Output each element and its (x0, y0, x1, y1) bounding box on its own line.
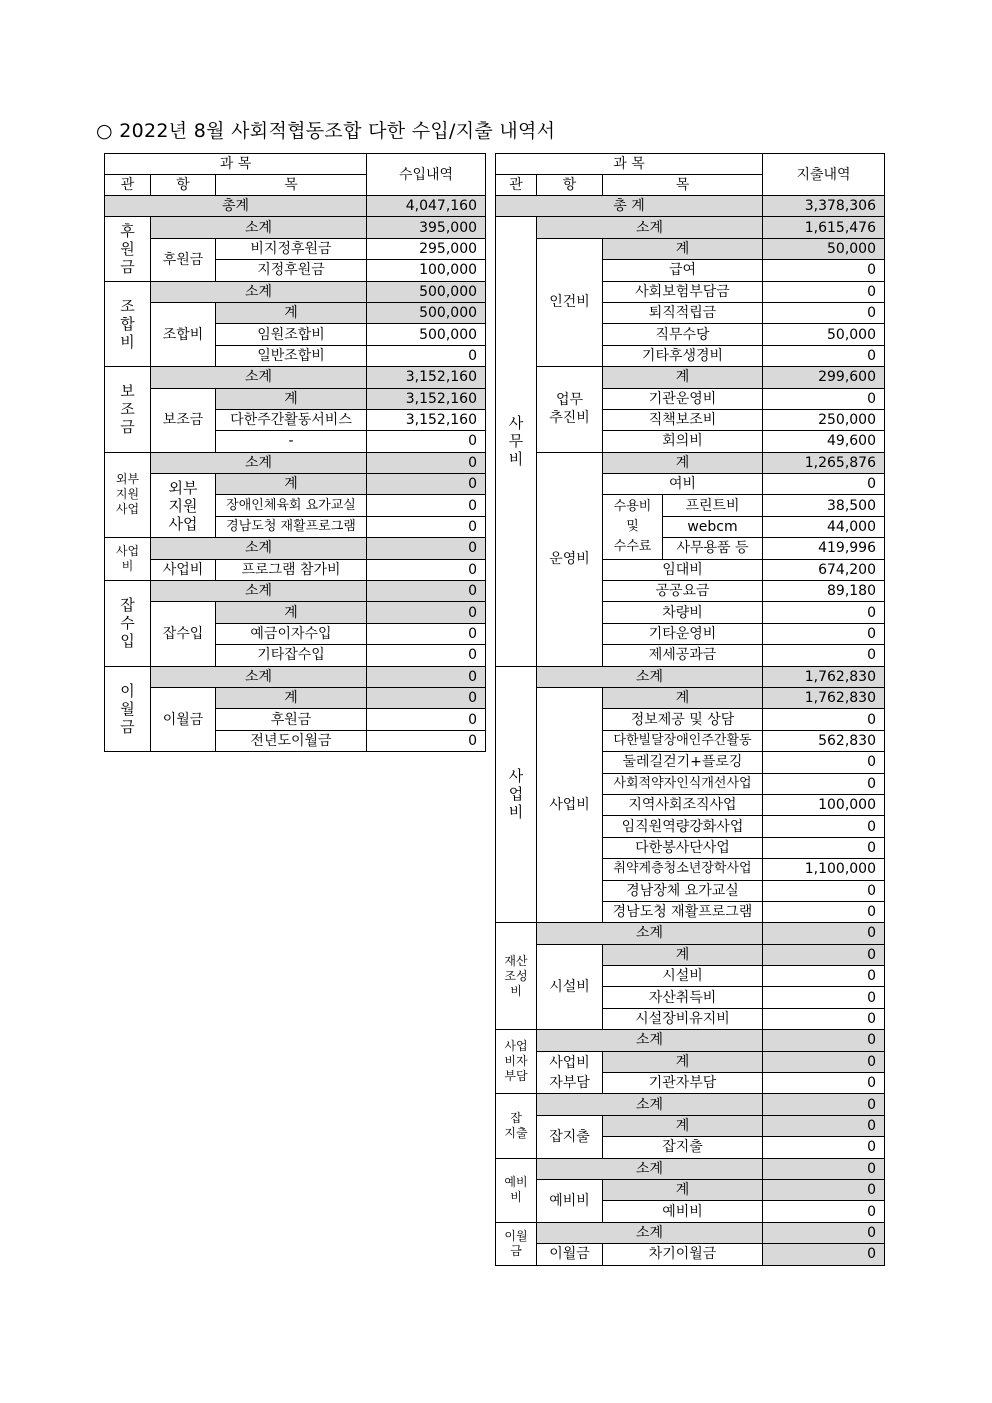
subtotal-value: 0 (763, 1094, 885, 1115)
expense-table (495, 153, 885, 1266)
income-header-amount: 수입내역 (367, 154, 486, 196)
row-label: 사무용품 등 (663, 538, 763, 559)
row-label: 직책보조비 (603, 409, 763, 430)
expense-hang-facility: 시설비 (537, 944, 603, 1030)
income-gwan-business-text: 사업 비 (115, 544, 140, 574)
row-label: 지정후원금 (216, 260, 367, 281)
income-header-mok: 목 (216, 175, 367, 196)
income-gwan-misc (105, 581, 151, 667)
subtotal-label: 소계 (151, 666, 367, 687)
subtotal-value: 0 (367, 538, 486, 559)
row-value: 0 (763, 1008, 885, 1029)
income-hang-misc: 잡수입 (151, 602, 216, 666)
subtotal-value: 0 (367, 581, 486, 602)
row-value: 0 (367, 559, 486, 580)
income-table (104, 153, 486, 752)
subtotal-value: 0 (367, 452, 486, 473)
row-value: 100,000 (763, 794, 885, 815)
row-label: 계 (216, 474, 367, 495)
expense-hang-business: 사업비 (537, 687, 603, 922)
income-hang-carryover: 이월금 (151, 687, 216, 751)
row-value: 0 (367, 645, 486, 666)
row-label: 기관운영비 (603, 388, 763, 409)
income-gwan-membership-text: 조 합 비 (120, 296, 135, 351)
expense-supplies-group (603, 495, 663, 559)
row-label: 계 (603, 1179, 763, 1200)
row-value: 100,000 (367, 260, 486, 281)
row-label: 기타운영비 (603, 623, 763, 644)
row-label: 기타잡수입 (216, 645, 367, 666)
row-value: 0 (763, 816, 885, 837)
row-label: 정보제공 및 상담 (603, 709, 763, 730)
row-label: 공공요금 (603, 581, 763, 602)
subtotal-value: 3,152,160 (367, 367, 486, 388)
row-label: 자산취득비 (603, 987, 763, 1008)
row-value: 38,500 (763, 495, 885, 516)
row-label: 경남도청 재활프로그램 (603, 901, 763, 922)
row-value: 0 (763, 987, 885, 1008)
subtotal-label: 소계 (537, 1222, 763, 1243)
subtotal-label: 소계 (537, 1158, 763, 1179)
row-label: 기타후생경비 (603, 345, 763, 366)
row-value: 0 (763, 474, 885, 495)
row-value: 0 (367, 602, 486, 623)
row-value: 0 (367, 474, 486, 495)
row-value: 0 (763, 880, 885, 901)
row-label: 다한빌달장애인주간활동 (603, 730, 763, 751)
expense-header-subject: 과 목 (496, 154, 763, 175)
income-total-label: 총계 (105, 196, 367, 217)
expense-total-label: 총 계 (496, 196, 763, 217)
row-label: 직무수당 (603, 324, 763, 345)
row-value: 500,000 (367, 302, 486, 323)
row-label: 계 (603, 367, 763, 388)
row-value: 0 (763, 966, 885, 987)
page-title: ○ 2022년 8월 사회적협동조합 다한 수입/지출 내역서 (96, 120, 556, 142)
row-value: 0 (367, 623, 486, 644)
row-value: 0 (367, 345, 486, 366)
expense-hang-selfpay-text: 사업비 자부담 (549, 1054, 590, 1091)
row-value: 0 (763, 1137, 885, 1158)
row-value: 0 (763, 901, 885, 922)
row-label: 다한주간활동서비스 (216, 409, 367, 430)
row-value: 0 (367, 687, 486, 708)
row-label: 예금이자수입 (216, 623, 367, 644)
expense-hang-carry: 이월금 (537, 1244, 603, 1265)
row-value: 50,000 (763, 324, 885, 345)
row-label: 경남장체 요가교실 (603, 880, 763, 901)
subtotal-value: 1,762,830 (763, 666, 885, 687)
subtotal-label: 소계 (151, 452, 367, 473)
expense-gwan-carry (496, 1222, 537, 1265)
row-value: 0 (367, 709, 486, 730)
row-label: 경남도청 재활프로그램 (216, 516, 367, 537)
income-header-subject: 과 목 (105, 154, 367, 175)
row-value: 44,000 (763, 516, 885, 537)
row-label: 일반조합비 (216, 345, 367, 366)
row-value: 0 (763, 709, 885, 730)
subtotal-label: 소계 (151, 281, 367, 302)
income-gwan-business (105, 538, 151, 581)
income-gwan-membership (105, 281, 151, 367)
row-value: 0 (763, 302, 885, 323)
row-label: 계 (216, 388, 367, 409)
subtotal-label: 소계 (537, 1094, 763, 1115)
row-label: 둘레길걷기+플로깅 (603, 752, 763, 773)
row-value: 0 (763, 837, 885, 858)
expense-gwan-selfpay-text: 사업 비자 부담 (504, 1039, 528, 1084)
row-label: 계 (603, 687, 763, 708)
row-label: 계 (603, 238, 763, 259)
expense-gwan-asset (496, 923, 537, 1030)
income-gwan-donation-text: 후 원 금 (120, 221, 135, 276)
row-label: webcm (663, 516, 763, 537)
income-header-gwan: 관 (105, 175, 151, 196)
row-label: 임직원역량강화사업 (603, 816, 763, 837)
row-label: 장애인체육회 요가교실 (216, 495, 367, 516)
income-gwan-external (105, 452, 151, 538)
row-label: 제세공과금 (603, 645, 763, 666)
expense-gwan-reserve (496, 1158, 537, 1222)
subtotal-label: 소계 (151, 367, 367, 388)
row-value: 299,600 (763, 367, 885, 388)
row-value: 0 (367, 730, 486, 751)
row-value: 419,996 (763, 538, 885, 559)
income-hang-subsidy: 보조금 (151, 388, 216, 452)
row-label: 시설장비유지비 (603, 1008, 763, 1029)
income-header-hang: 항 (151, 175, 216, 196)
row-label: 계 (603, 1115, 763, 1136)
row-value: 1,100,000 (763, 859, 885, 880)
subtotal-label: 소계 (537, 923, 763, 944)
row-label: 다한봉사단사업 (603, 837, 763, 858)
subtotal-label: 소계 (537, 1030, 763, 1051)
income-hang-business: 사업비 (151, 559, 216, 580)
row-value: 0 (763, 388, 885, 409)
expense-header-mok: 목 (603, 175, 763, 196)
row-value: 0 (763, 1073, 885, 1094)
row-value: 0 (763, 602, 885, 623)
expense-gwan-misc-text: 잡 지출 (504, 1110, 528, 1140)
income-gwan-subsidy (105, 367, 151, 453)
subtotal-label: 소계 (151, 217, 367, 238)
expense-supplies-group-text: 수용비 및 수수료 (613, 499, 652, 555)
expense-hang-selfpay (537, 1051, 603, 1094)
row-label: 차기이월금 (603, 1244, 763, 1265)
subtotal-value: 0 (763, 923, 885, 944)
row-label: 임대비 (603, 559, 763, 580)
expense-hang-personnel: 인건비 (537, 238, 603, 366)
row-value: 0 (763, 623, 885, 644)
row-value: 0 (763, 1051, 885, 1072)
income-hang-external-text: 외부 지원 사업 (168, 478, 198, 533)
row-label: 시설비 (603, 966, 763, 987)
subtotal-value: 395,000 (367, 217, 486, 238)
expense-hang-operation: 운영비 (537, 452, 603, 666)
expense-gwan-reserve-text: 예비 비 (504, 1175, 528, 1205)
row-value: 500,000 (367, 324, 486, 345)
expense-gwan-asset-text: 재산 조성 비 (504, 953, 528, 998)
subtotal-label: 소계 (151, 581, 367, 602)
row-label: 후원금 (216, 709, 367, 730)
expense-gwan-business-text: 사 업 비 (508, 767, 524, 822)
row-value: 0 (763, 944, 885, 965)
row-label: 비지정후원금 (216, 238, 367, 259)
row-value: 50,000 (763, 238, 885, 259)
row-label: 프린트비 (663, 495, 763, 516)
expense-header-amount: 지출내역 (763, 154, 885, 196)
row-label: 사회적약자인식개선사업 (603, 773, 763, 794)
row-value: 3,152,160 (367, 409, 486, 430)
income-gwan-misc-text: 잡 수 입 (120, 596, 135, 651)
row-value: 295,000 (367, 238, 486, 259)
expense-gwan-office-text: 사 무 비 (508, 414, 524, 469)
subtotal-value: 1,615,476 (763, 217, 885, 238)
row-value: 0 (763, 281, 885, 302)
row-value: 0 (763, 645, 885, 666)
row-value: 0 (763, 1179, 885, 1200)
row-value: 0 (367, 516, 486, 537)
row-value: 0 (763, 752, 885, 773)
expense-gwan-office (496, 217, 537, 666)
subtotal-label: 소계 (537, 217, 763, 238)
expense-gwan-carry-text: 이월 금 (504, 1228, 528, 1258)
expense-gwan-misc (496, 1094, 537, 1158)
row-value: 0 (367, 495, 486, 516)
income-gwan-subsidy-text: 보 조 금 (120, 382, 135, 437)
row-label: - (216, 431, 367, 452)
row-label: 잡지출 (603, 1137, 763, 1158)
row-label: 사회보험부담금 (603, 281, 763, 302)
row-value: 0 (763, 773, 885, 794)
row-value: 0 (763, 1244, 885, 1265)
row-label: 여비 (603, 474, 763, 495)
row-label: 계 (216, 602, 367, 623)
expense-gwan-business (496, 666, 537, 923)
subtotal-value: 0 (763, 1158, 885, 1179)
income-gwan-carryover (105, 666, 151, 752)
row-label: 급여 (603, 260, 763, 281)
row-value: 0 (763, 1115, 885, 1136)
expense-total-value: 3,378,306 (763, 196, 885, 217)
subtotal-label: 소계 (537, 666, 763, 687)
row-label: 회의비 (603, 431, 763, 452)
income-hang-membership: 조합비 (151, 302, 216, 366)
row-label: 프로그램 참가비 (216, 559, 367, 580)
income-gwan-external-text: 외부 지원 사업 (115, 472, 140, 517)
row-value: 1,762,830 (763, 687, 885, 708)
row-label: 차량비 (603, 602, 763, 623)
subtotal-label: 소계 (151, 538, 367, 559)
income-total-value: 4,047,160 (367, 196, 486, 217)
row-label: 계 (603, 452, 763, 473)
row-label: 취약계층청소년장학사업 (603, 859, 763, 880)
subtotal-value: 0 (367, 666, 486, 687)
row-label: 예비비 (603, 1201, 763, 1222)
expense-hang-promotion (537, 367, 603, 453)
row-label: 기관자부담 (603, 1073, 763, 1094)
row-label: 계 (216, 687, 367, 708)
subtotal-value: 500,000 (367, 281, 486, 302)
income-hang-external (151, 474, 216, 538)
row-label: 계 (603, 1051, 763, 1072)
row-label: 전년도이월금 (216, 730, 367, 751)
income-gwan-carryover-text: 이 월 금 (120, 681, 135, 736)
expense-header-hang: 항 (537, 175, 603, 196)
row-value: 49,600 (763, 431, 885, 452)
income-hang-donation: 후원금 (151, 238, 216, 281)
expense-hang-reserve: 예비비 (537, 1179, 603, 1222)
expense-header-gwan: 관 (496, 175, 537, 196)
row-value: 250,000 (763, 409, 885, 430)
row-label: 임원조합비 (216, 324, 367, 345)
row-value: 3,152,160 (367, 388, 486, 409)
row-value: 0 (763, 345, 885, 366)
row-value: 674,200 (763, 559, 885, 580)
row-label: 지역사회조직사업 (603, 794, 763, 815)
row-value: 562,830 (763, 730, 885, 751)
subtotal-value: 0 (763, 1222, 885, 1243)
row-label: 계 (603, 944, 763, 965)
expense-hang-promotion-text: 업무 추진비 (549, 392, 590, 427)
row-value: 0 (763, 1201, 885, 1222)
income-gwan-donation (105, 217, 151, 281)
row-label: 계 (216, 302, 367, 323)
row-value: 0 (367, 431, 486, 452)
row-value: 1,265,876 (763, 452, 885, 473)
row-value: 0 (763, 260, 885, 281)
expense-hang-misc: 잡지출 (537, 1115, 603, 1158)
subtotal-value: 0 (763, 1030, 885, 1051)
row-value: 89,180 (763, 581, 885, 602)
expense-gwan-selfpay (496, 1030, 537, 1094)
row-label: 퇴직적립금 (603, 302, 763, 323)
